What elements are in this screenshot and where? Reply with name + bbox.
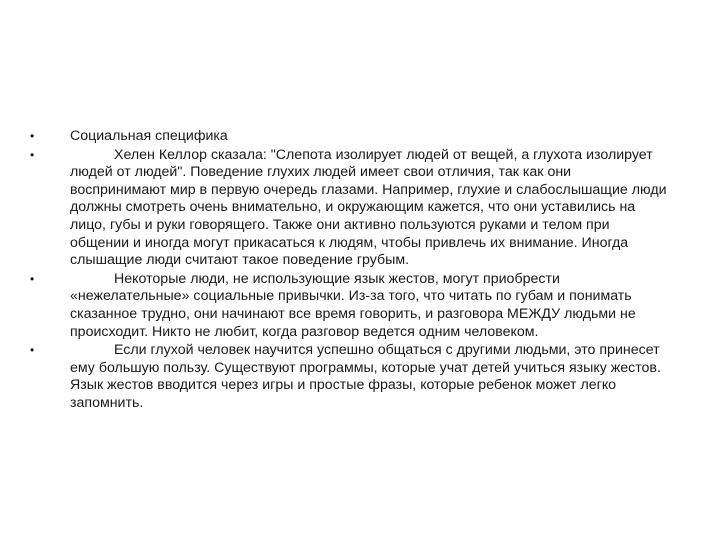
bullet-icon: • [30, 271, 35, 286]
paragraph-1-text: Хелен Келлор сказала: "Слепота изолирует людей от вещей, а глухота изолирует людей от людей". Поведение глухих людей имеет свои отличия, так как они воспринимают мир в первую очередь глазами. Например, глухие и слабослышащие люди должны смотреть очень внимательно, и окружающим кажется, что они уставились на лицо, губы и руки говорящего. Также они активно пользуются руками и телом при общении и иногда могут прикасаться к людям, чтобы привлечь их внимание. Иногда слышащие люди считают такое поведение грубым. [70, 146, 667, 269]
list-item-paragraph-1 [30, 147, 670, 270]
bullet-list [30, 128, 670, 414]
list-item-paragraph-3 [30, 342, 670, 412]
list-item-paragraph-2 [30, 271, 670, 341]
paragraph-text-wrapper [70, 271, 670, 341]
paragraph-2-text: Некоторые люди, не использующие язык жестов, могут приобрести «нежелательные» социальные привычки. Из-за того, что читать по губам и понимать сказанное трудно, они начинают все время говорить, и разговора МЕЖДУ людьми не происходит. Никто не любит, когда разговор ведется одним человеком. [70, 270, 636, 340]
bullet-icon: • [30, 343, 35, 358]
section-heading: Социальная специфика [70, 128, 228, 144]
paragraph-3-text: Если глухой человек научится успешно общаться с другими людьми, это принесет ему большую пользу. Существуют программы, которые учат детей учиться языку жестов. Язык жестов вводится через игры и простые фразы, которые ребенок может легко запомнить. [70, 342, 661, 411]
bullet-icon: • [30, 147, 35, 162]
bullet-icon: • [30, 129, 35, 143]
paragraph-text-wrapper [70, 342, 670, 412]
paragraph-text-wrapper [70, 147, 670, 270]
list-item-heading [30, 128, 670, 146]
